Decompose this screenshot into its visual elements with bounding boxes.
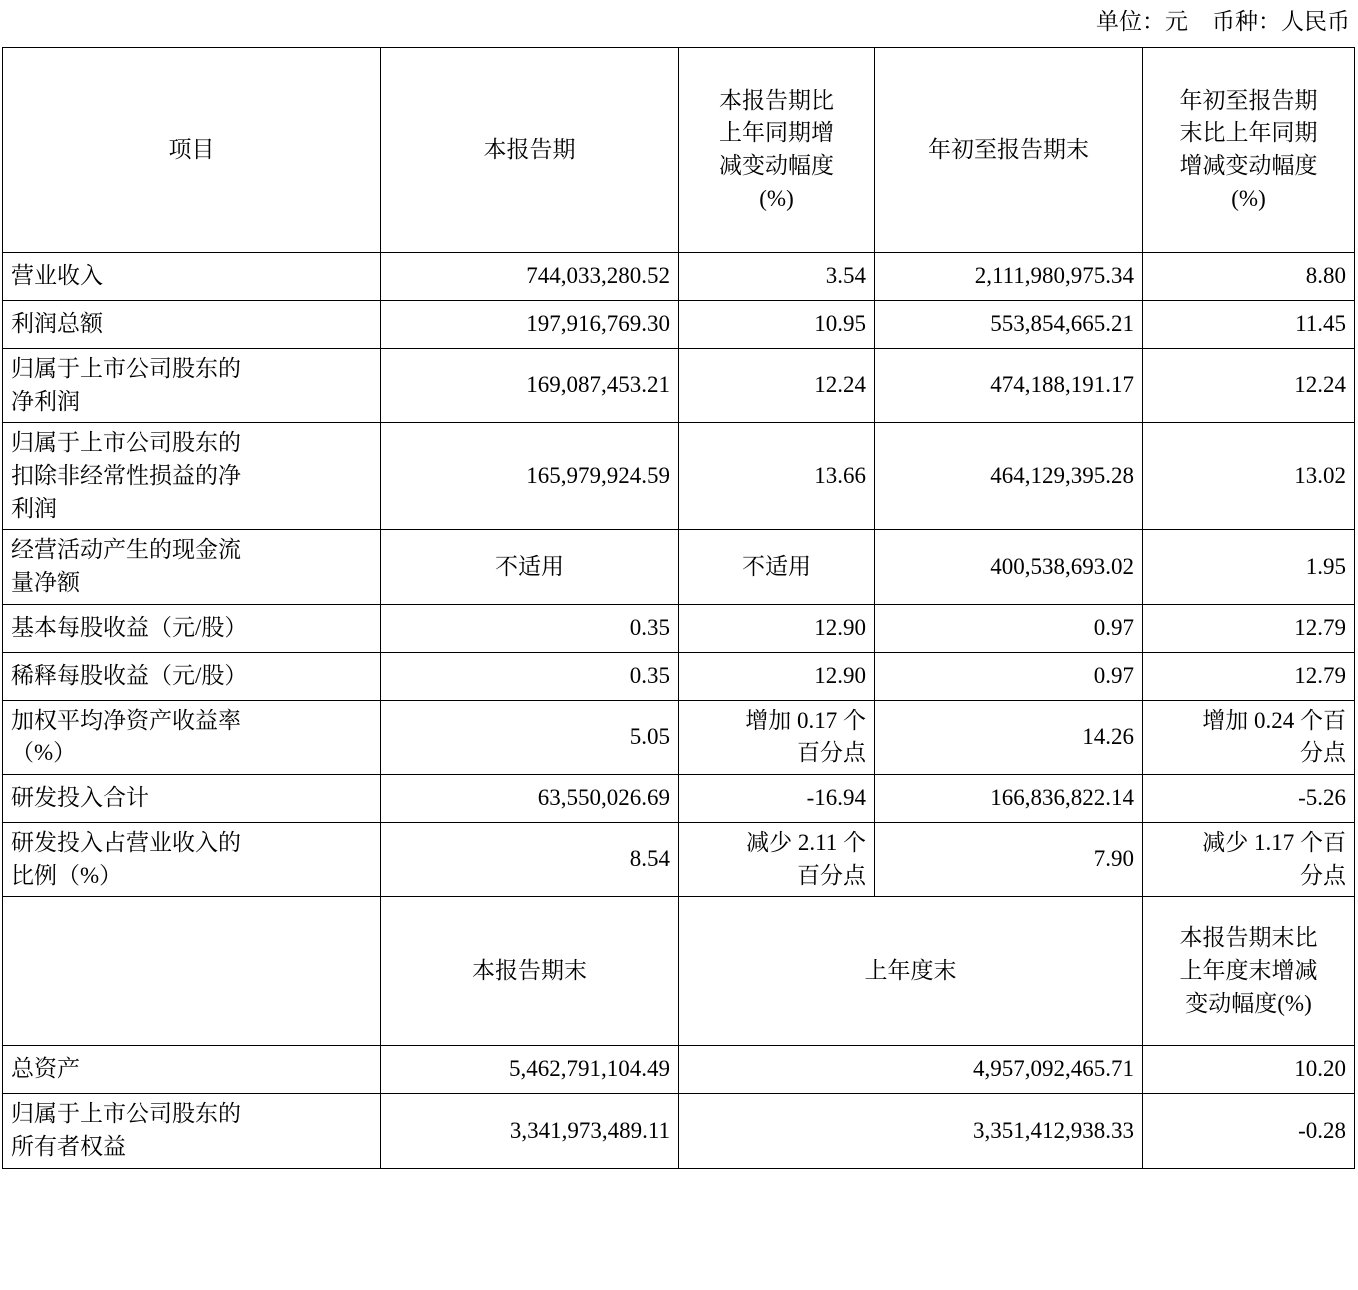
row-last-year-end-value: 3,351,412,938.33: [679, 1094, 1143, 1168]
row-current-value: 不适用: [381, 530, 679, 604]
row-current-value: 169,087,453.21: [381, 349, 679, 423]
row-current-change: 12.90: [679, 652, 875, 700]
row-label: [3, 652, 381, 700]
unit-currency-line: [0, 0, 1358, 47]
row-ytd-value: 2,111,980,975.34: [875, 253, 1143, 301]
row-ytd-value: 0.97: [875, 604, 1143, 652]
header-item: [3, 48, 381, 253]
table-row: [3, 349, 1355, 423]
balance-header-change-line: 上年度末增减: [1179, 957, 1318, 983]
header-ytd-change-line-4: (%): [1231, 185, 1266, 211]
row-current-change: 12.90: [679, 604, 875, 652]
row-current-change: [679, 700, 875, 774]
header-current-period-label: 本报告期: [483, 136, 576, 162]
row-label-line: 利润总额: [11, 311, 103, 337]
row-ytd-change: 12.79: [1143, 652, 1355, 700]
financial-summary-table: [2, 47, 1355, 1169]
row-ytd-change: 11.45: [1143, 301, 1355, 349]
row-label: [3, 530, 381, 604]
row-label: [3, 1046, 381, 1094]
row-label-line: 归属于上市公司股东的: [11, 356, 241, 381]
balance-header-last-year-end-label: 上年度末: [864, 957, 957, 983]
row-ytd-change-line: 分点: [1300, 862, 1346, 888]
header-current-period: [381, 48, 679, 253]
row-period-end-value: 3,341,973,489.11: [381, 1094, 679, 1168]
header-ytd-change: [1143, 48, 1355, 253]
row-current-value: 744,033,280.52: [381, 253, 679, 301]
row-label: [3, 822, 381, 896]
header-ytd: [875, 48, 1143, 253]
table-row: [3, 652, 1355, 700]
row-label: [3, 301, 381, 349]
row-current-change: 13.66: [679, 423, 875, 530]
row-current-change-line: 减少 2.11 个: [746, 829, 866, 855]
row-label-line: 研发投入占营业收入的: [11, 829, 241, 855]
balance-header-period-end: [381, 897, 679, 1046]
balance-header-row: [3, 897, 1355, 1046]
row-ytd-value: 464,129,395.28: [875, 423, 1143, 530]
row-label-line: 研发投入合计: [11, 785, 149, 811]
header-item-label: 项目: [168, 136, 215, 162]
row-current-change: 不适用: [679, 530, 875, 604]
row-current-change: -16.94: [679, 774, 875, 822]
header-ytd-label: 年初至报告期末: [928, 136, 1089, 162]
row-ytd-value: 7.90: [875, 822, 1143, 896]
row-label-line: 稀释每股收益（元/股）: [11, 662, 248, 688]
row-label-line: 利润: [11, 495, 57, 521]
row-ytd-change-line: 增加 0.24 个百: [1202, 707, 1346, 733]
currency-label: 币种：人民币: [1212, 9, 1350, 34]
table-row: [3, 1046, 1355, 1094]
row-current-value: 5.05: [381, 700, 679, 774]
header-ytd-change-line-3: 增减变动幅度: [1179, 153, 1318, 178]
table-row: [3, 1094, 1355, 1168]
row-current-change: 10.95: [679, 301, 875, 349]
row-current-change-line: 百分点: [797, 862, 866, 888]
row-label-line: 营业收入: [11, 263, 103, 289]
row-label: [3, 1094, 381, 1168]
row-ytd-value: 0.97: [875, 652, 1143, 700]
row-ytd-value: 166,836,822.14: [875, 774, 1143, 822]
balance-header-item: [3, 897, 381, 1046]
row-last-year-end-value: 4,957,092,465.71: [679, 1046, 1143, 1094]
row-label-line: 净利润: [11, 388, 80, 414]
row-ytd-change: 8.80: [1143, 253, 1355, 301]
row-ytd-value: 553,854,665.21: [875, 301, 1143, 349]
row-ytd-change: [1143, 700, 1355, 774]
row-ytd-value: 474,188,191.17: [875, 349, 1143, 423]
row-label: [3, 604, 381, 652]
row-current-value: 8.54: [381, 822, 679, 896]
row-ytd-value: 14.26: [875, 700, 1143, 774]
row-change-value: -0.28: [1143, 1094, 1355, 1168]
row-current-change: 3.54: [679, 253, 875, 301]
row-label-line: 归属于上市公司股东的: [11, 430, 241, 456]
header-current-change-line-1: 本报告期比: [719, 87, 834, 113]
header-current-change-line-2: 上年同期增: [719, 120, 834, 146]
row-label-line: 总资产: [11, 1056, 80, 1082]
table-row: [3, 774, 1355, 822]
row-ytd-change: 12.24: [1143, 349, 1355, 423]
row-ytd-value: 400,538,693.02: [875, 530, 1143, 604]
row-label: [3, 774, 381, 822]
row-current-value: 0.35: [381, 604, 679, 652]
row-label-line: （%）: [11, 740, 77, 766]
table-header-row: [3, 48, 1355, 253]
row-change-value: 10.20: [1143, 1046, 1355, 1094]
row-ytd-change: [1143, 822, 1355, 896]
header-ytd-change-line-2: 末比上年同期: [1179, 120, 1318, 146]
balance-header-last-year-end: [679, 897, 1143, 1046]
header-ytd-change-line-1: 年初至报告期: [1179, 87, 1318, 113]
row-label: [3, 349, 381, 423]
row-label-line: 扣除非经常性损益的净: [11, 462, 241, 488]
row-label-line: 加权平均净资产收益率: [11, 707, 241, 733]
row-label-line: 量净额: [11, 569, 80, 595]
row-current-change-line: 增加 0.17 个: [745, 707, 866, 733]
header-current-change: [679, 48, 875, 253]
row-current-change: [679, 822, 875, 896]
row-ytd-change: 1.95: [1143, 530, 1355, 604]
row-current-value: 63,550,026.69: [381, 774, 679, 822]
header-current-change-line-4: (%): [759, 185, 794, 211]
table-row: [3, 530, 1355, 604]
row-label-line: 所有者权益: [11, 1133, 126, 1159]
row-ytd-change: 13.02: [1143, 423, 1355, 530]
row-ytd-change-line: 分点: [1300, 740, 1346, 766]
row-ytd-change: 12.79: [1143, 604, 1355, 652]
row-period-end-value: 5,462,791,104.49: [381, 1046, 679, 1094]
table-row: [3, 700, 1355, 774]
balance-header-change: [1143, 897, 1355, 1046]
row-label-line: 经营活动产生的现金流: [11, 537, 241, 563]
row-label: [3, 700, 381, 774]
row-label-line: 归属于上市公司股东的: [11, 1101, 241, 1127]
row-label: [3, 253, 381, 301]
row-label-line: 比例（%）: [11, 862, 123, 888]
row-ytd-change-line: 减少 1.17 个百: [1202, 829, 1346, 855]
balance-header-change-line: 本报告期末比: [1179, 925, 1318, 951]
header-current-change-line-3: 减变动幅度: [719, 153, 834, 178]
table-row: [3, 301, 1355, 349]
row-label-line: 基本每股收益（元/股）: [11, 614, 248, 640]
unit-label: 单位：元: [1096, 9, 1188, 34]
table-row: [3, 604, 1355, 652]
row-current-value: 197,916,769.30: [381, 301, 679, 349]
row-ytd-change: -5.26: [1143, 774, 1355, 822]
table-row: [3, 253, 1355, 301]
table-row: [3, 822, 1355, 896]
row-current-value: 165,979,924.59: [381, 423, 679, 530]
row-label: [3, 423, 381, 530]
row-current-change: 12.24: [679, 349, 875, 423]
balance-header-period-end-label: 本报告期末: [472, 957, 587, 983]
balance-header-change-line: 变动幅度(%): [1185, 990, 1312, 1016]
row-current-change-line: 百分点: [797, 740, 866, 766]
row-current-value: 0.35: [381, 652, 679, 700]
table-row: [3, 423, 1355, 530]
